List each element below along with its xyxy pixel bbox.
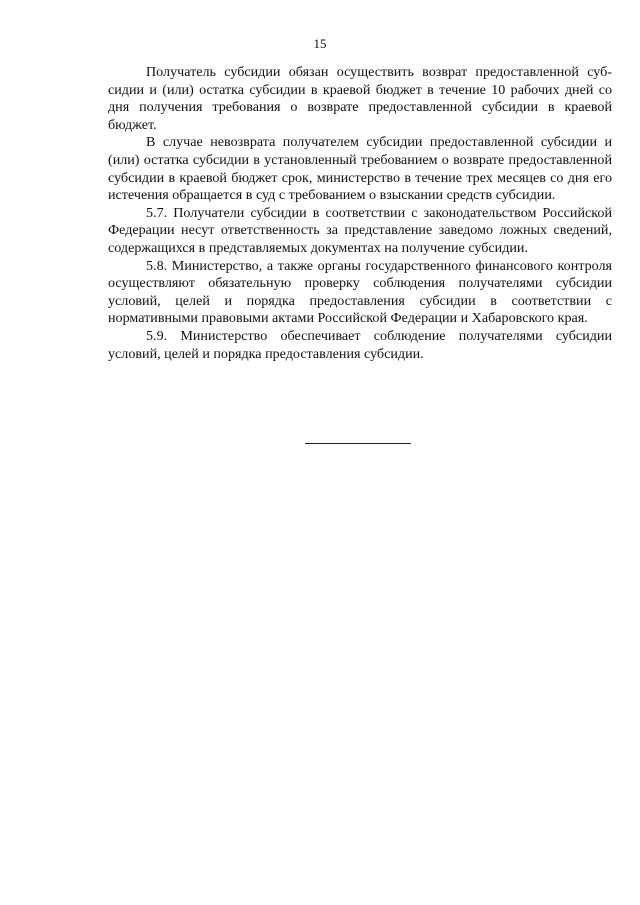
paragraph-non-return: В случае невозврата получателем субсидии предоставленной субсидии и (или) остатка субсидии в установленный требованием о возврате предоставленной субсидии в краевой бюджет срок, министерство в течение трех месяцев со дня его истечения обращается в суд с требованием о взыскании средств субсидии. (108, 134, 612, 204)
paragraph-subsidy-return: Получатель субсидии обязан осуществить возврат предоставленной субсидии и (или) остатка субсидии в краевой бюджет в течение 10 рабочих дней со дня получения требования о возврате предоставленной субсидии в краевой бюджет. (108, 64, 612, 133)
document-body (108, 64, 612, 363)
closing-divider-line (305, 443, 411, 444)
page-number: 15 (313, 36, 327, 51)
paragraph-5-7: 5.7. Получатели субсидии в соответствии с законодательством Российской Федерации несут ответственность за представление заведомо ложных сведений, содержащихся в представляемых документах на получение субсидии. (108, 204, 612, 256)
paragraph-5-9: 5.9. Министерство обеспечивает соблюдение получателями субсидии условий, целей и порядка предоставления субсидии. (108, 327, 612, 362)
paragraph-5-8: 5.8. Министерство, а также органы государственного финансового контроля осуществляют обязательную проверку соблюдения получателями субсидии условий, целей и порядка предоставления субсидии в соответствии с нормативными правовыми актами Российской Федерации и Хабаровского края. (108, 257, 612, 327)
